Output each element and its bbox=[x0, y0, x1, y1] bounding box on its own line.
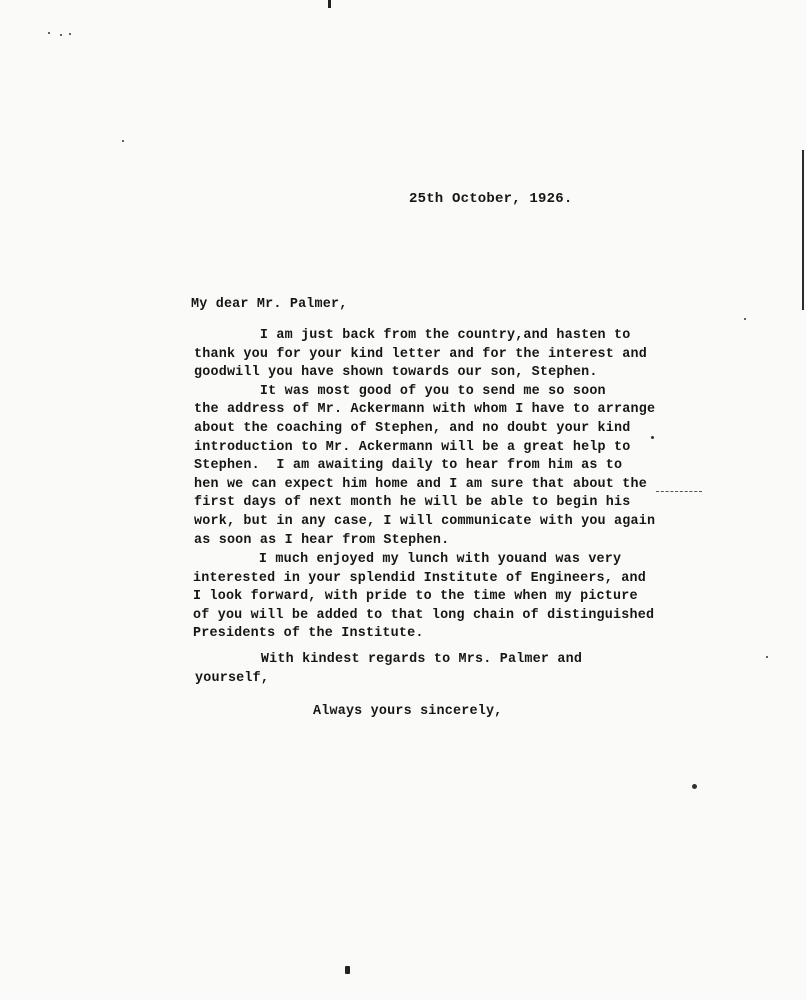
paragraph-3-line: yourself, bbox=[195, 671, 270, 686]
scan-speck bbox=[60, 34, 62, 36]
letter-salutation: My dear Mr. Palmer, bbox=[191, 297, 348, 312]
page-edge-shadow bbox=[802, 150, 804, 310]
bottom-page-mark bbox=[345, 966, 350, 974]
letter-closing: Always yours sincerely, bbox=[313, 704, 503, 719]
paragraph-1-line: introduction to Mr. Ackermann will be a great help to bbox=[194, 439, 631, 455]
paragraph-1-line: Stephen. I am awaiting daily to hear from him as to bbox=[194, 458, 623, 474]
paragraph-1-line: hen we can expect him home and I am sure that about the bbox=[194, 476, 647, 492]
paragraph-1-line: I am just back from the country,and hasten to bbox=[194, 328, 631, 343]
paragraph-1-line: about the coaching of Stephen, and no doubt your kind bbox=[194, 420, 631, 436]
scan-speck bbox=[692, 784, 697, 789]
paragraph-2-line: interested in your splendid Institute of Engineers, and bbox=[193, 570, 646, 586]
scan-speck bbox=[69, 33, 71, 35]
paragraph-1-line: work, but in any case, I will communicate with you again bbox=[194, 513, 656, 529]
scan-speck bbox=[766, 656, 768, 658]
scan-speck bbox=[744, 318, 746, 320]
scan-speck bbox=[48, 32, 50, 34]
scan-speck bbox=[122, 140, 124, 142]
paragraph-3 bbox=[195, 650, 582, 688]
paragraph-2-line: I much enjoyed my lunch with youand was very bbox=[193, 552, 622, 567]
paragraph-1-line: thank you for your kind letter and for the interest and bbox=[194, 346, 647, 362]
paragraph-1 bbox=[194, 327, 655, 550]
paragraph-1-line: the address of Mr. Ackermann with whom I have to arrange bbox=[194, 402, 656, 418]
letter-date: 25th October, 1926. bbox=[409, 191, 573, 207]
paragraph-1-line: as soon as I hear from Stephen. bbox=[194, 532, 450, 548]
paragraph-2-line: I look forward, with pride to the time when my picture bbox=[193, 589, 638, 605]
paragraph-1-line: It was most good of you to send me so soon bbox=[194, 383, 606, 399]
scan-dash-mark bbox=[656, 491, 702, 493]
paragraph-2 bbox=[193, 551, 654, 644]
top-punch-mark bbox=[328, 0, 331, 8]
paragraph-1-line: goodwill you have shown towards our son, Stephen. bbox=[194, 365, 598, 381]
paragraph-2-line: of you will be added to that long chain of distinguished bbox=[193, 607, 655, 623]
paragraph-1-line: first days of next month he will be able to begin his bbox=[194, 495, 631, 511]
paragraph-3-line: With kindest regards to Mrs. Palmer and bbox=[195, 652, 583, 667]
paragraph-2-line: Presidents of the Institute. bbox=[193, 626, 424, 642]
